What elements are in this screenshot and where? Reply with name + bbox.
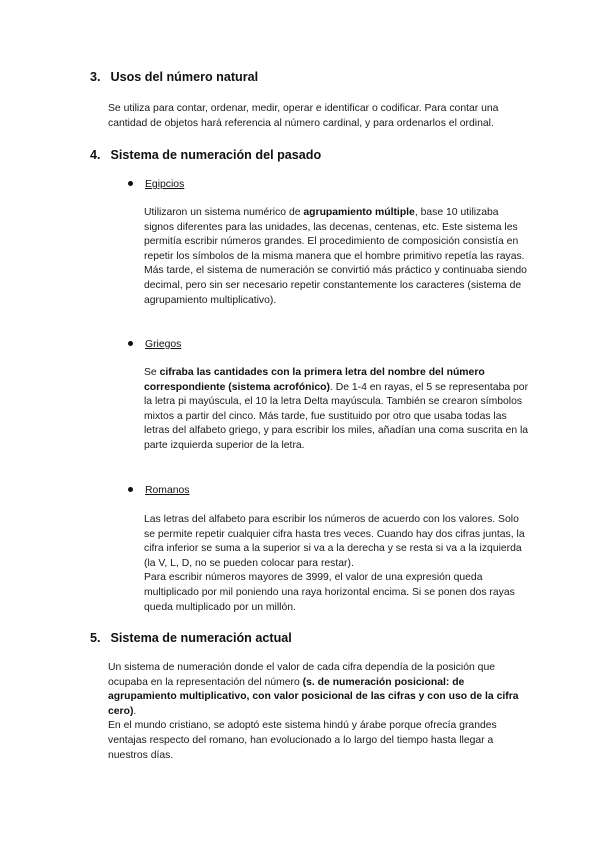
romanos-paragraph: [144, 513, 529, 615]
bullet-dot-icon: [128, 341, 133, 346]
section-5-text-bold: (s. de numeración posicional: de agrupamiento multiplicativo, con valor posicional de las cifras y con uso de la cifra cero): [108, 676, 519, 717]
griegos-text-1: [144, 366, 529, 454]
egipcios-text-1: [144, 206, 529, 264]
egipcios-text-1b: , base 10 utilizaba signos diferentes para las unidades, las decenas, centenas, etc. Este sistema les permitía escribir números grandes. El procedimiento de composición consistía en repetir los símbolos de la misma manera que el hombre primitivo repetía las rayas.: [144, 207, 525, 262]
bullet-dot-icon: [128, 181, 133, 186]
section-4-number: 4.: [90, 148, 101, 162]
egipcios-text-bold: agrupamiento múltiple: [303, 207, 415, 218]
section-3-paragraph: [108, 102, 528, 131]
section-4-title: Sistema de numeración del pasado: [110, 148, 322, 162]
section-5-paragraph: [108, 661, 530, 763]
egipcios-text-1a: Utilizaron un sistema numérico de: [144, 207, 304, 218]
bullet-romanos: [128, 485, 189, 496]
section-5-title: Sistema de numeración actual: [110, 631, 292, 645]
egipcios-text-2: Más tarde, el sistema de numeración se convirtió más práctico y continuaba siendo decimal, pero sin ser necesario repetir constantemente los caracteres (sistema de agrupamiento multiplicativo).: [144, 265, 527, 306]
bullet-griegos: [128, 339, 181, 350]
griegos-text-1a: Se: [144, 367, 160, 378]
section-3-heading: [90, 70, 258, 84]
romanos-text-2: Para escribir números mayores de 3999, el valor de una expresión queda multiplicado por mil poniendo una raya horizontal encima. Si se ponen dos rayas queda multiplicado por un millón.: [144, 572, 515, 613]
bullet-label-egipcios: Egipcios: [145, 179, 185, 190]
griegos-paragraph: [144, 366, 529, 454]
bullet-egipcios: [128, 179, 184, 190]
section-5-text-1: [108, 661, 530, 719]
section-5-text-1a: Un sistema de numeración donde el valor de cada cifra dependía de la posición que ocupaba en la representación del número: [108, 662, 496, 688]
bullet-label-romanos: Romanos: [145, 485, 190, 496]
section-5-text-2: En el mundo cristiano, se adoptó este sistema hindú y árabe porque ofrecía grandes ventajas respecto del romano, han evolucionado a lo largo del tiempo hasta llegar a nuestros días.: [108, 720, 497, 761]
bullet-label-griegos: Griegos: [145, 339, 182, 350]
section-3-text: Se utiliza para contar, ordenar, medir, operar e identificar o codificar. Para contar una cantidad de objetos hará referencia al número cardinal, y para ordenarlos el ordinal.: [108, 103, 499, 129]
section-3-title: Usos del número natural: [110, 70, 259, 84]
section-5-number: 5.: [90, 631, 101, 645]
romanos-text-1: Las letras del alfabeto para escribir los números de acuerdo con los valores. Solo se permite repetir cualquier cifra hasta tres veces. Cuando hay dos cifras juntas, la cifra inferior se suma a la superior si va a la derecha y se resta si va a la izquierda (la V, L, D, no se pueden colocar para restar).: [144, 514, 525, 569]
section-5-text-1b: .: [133, 705, 137, 717]
bullet-dot-icon: [128, 487, 133, 492]
griegos-text-1b: . De 1-4 en rayas, el 5 se representaba por la letra pi mayúscula, el 10 la letra Delta mayúscula. También se crearon símbolos mixtos a partir del cinco. Más tarde, fue sustituido por otro que usaba todas las letras del alfabeto griego, y para escribir los miles, añadían una coma suscrita en la parte izquierda superior de la letra.: [144, 381, 529, 451]
egipcios-paragraph: [144, 206, 529, 308]
section-3-number: 3.: [90, 70, 101, 84]
section-4-heading: [90, 148, 321, 162]
griegos-text-bold: cifraba las cantidades con la primera letra del nombre del número correspondiente (sistema acrofónico): [144, 367, 485, 393]
section-5-heading: [90, 631, 292, 645]
